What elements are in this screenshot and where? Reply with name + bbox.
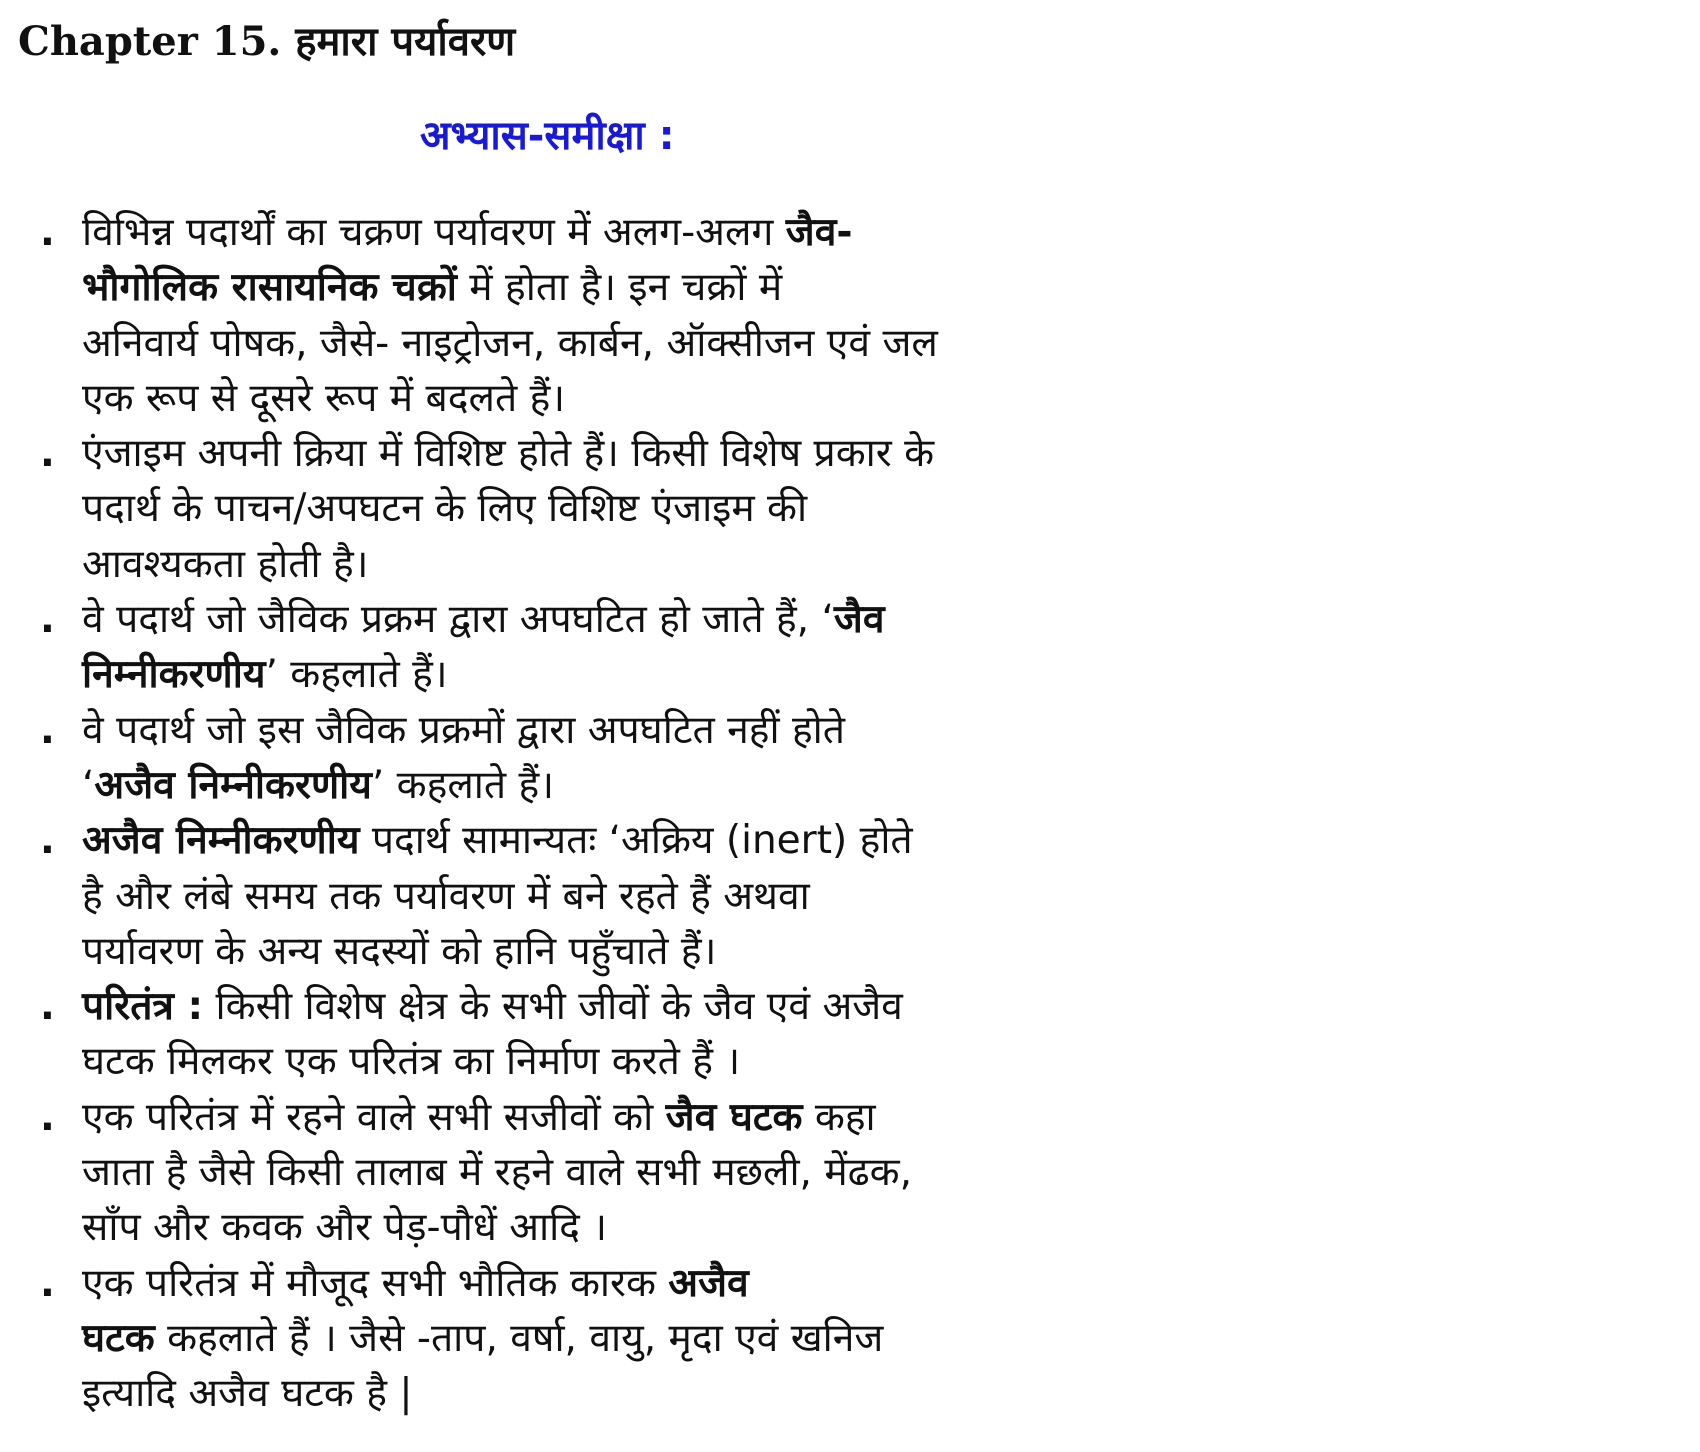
point-line — [82, 1200, 1210, 1255]
bold-term: अजैव — [668, 1260, 749, 1306]
point-line — [82, 1145, 1210, 1200]
point-line — [82, 813, 1210, 868]
summary-points-list — [30, 205, 1210, 1422]
plain-text: वे पदार्थ जो इस जैविक प्रक्रमों द्वारा अपघटित नहीं होते — [82, 707, 845, 753]
point-line — [82, 1366, 1210, 1421]
point-line — [82, 205, 1210, 260]
chapter-heading — [18, 14, 515, 70]
bullet-dot: . — [40, 984, 55, 1030]
plain-text: घटक मिलकर एक परितंत्र का निर्माण करते हैं । — [82, 1039, 741, 1085]
point-line — [82, 869, 1210, 924]
point-line — [82, 481, 1210, 536]
plain-text: साँप और कवक और पेड़-पौधें आदि । — [82, 1205, 608, 1251]
bold-term: जैव — [833, 597, 885, 643]
plain-text: ‘ — [82, 762, 95, 808]
summary-point — [30, 979, 1210, 1090]
section-title: अभ्यास-समीक्षा : — [420, 113, 675, 159]
plain-text: ’ कहलाते हैं। — [265, 652, 448, 698]
summary-point — [30, 426, 1210, 592]
plain-text: ’ कहलाते हैं। — [371, 762, 554, 808]
plain-text: वे पदार्थ जो जैविक प्रक्रम द्वारा अपघटित हो जाते हैं, ‘ — [82, 597, 834, 643]
point-line — [82, 537, 1210, 592]
bullet-dot: . — [40, 818, 55, 864]
point-line — [82, 316, 1210, 371]
plain-text: अनिवार्य पोषक, जैसे- नाइट्रोजन, कार्बन, ऑक्सीजन एवं जल — [82, 320, 938, 366]
summary-point — [30, 592, 1210, 703]
point-line — [82, 758, 1210, 813]
summary-point — [30, 1256, 1210, 1422]
plain-text: है और लंबे समय तक पर्यावरण में बने रहते हैं अथवा — [82, 873, 810, 919]
chapter-title: हमारा पर्यावरण — [295, 18, 516, 65]
plain-text: एक परितंत्र में मौजूद सभी भौतिक कारक — [82, 1260, 669, 1306]
point-line — [82, 1311, 1210, 1366]
plain-text: कहलाते हैं । जैसे -ताप, वर्षा, वायु, मृदा एवं खनिज — [154, 1315, 884, 1361]
bullet-dot: . — [40, 707, 55, 753]
plain-text: विभिन्न पदार्थों का चक्रण पर्यावरण में अलग-अलग — [82, 210, 786, 255]
bullet-dot: . — [40, 210, 55, 255]
plain-text: जाता है जैसे किसी तालाब में रहने वाले सभी मछली, मेंढक, — [82, 1150, 912, 1196]
point-line — [82, 1090, 1210, 1145]
plain-text: कहा — [802, 1094, 876, 1140]
point-line — [82, 260, 1210, 315]
plain-text: पदार्थ के पाचन/अपघटन के लिए विशिष्ट एंजाइम की — [82, 486, 808, 532]
plain-text: एक रूप से दूसरे रूप में बदलते हैं। — [82, 375, 566, 421]
plain-text: पदार्थ सामान्यतः ‘अक्रिय (inert) होते — [359, 818, 913, 864]
point-line — [82, 979, 1210, 1034]
bullet-dot: . — [40, 597, 55, 643]
plain-text: एंजाइम अपनी क्रिया में विशिष्ट होते हैं। किसी विशेष प्रकार के — [82, 431, 935, 477]
bold-term: अजैव निम्नीकरणीय — [82, 818, 360, 864]
summary-point — [30, 813, 1210, 979]
point-line — [82, 371, 1210, 426]
point-line — [82, 703, 1210, 758]
bold-term: घटक — [82, 1315, 155, 1361]
plain-text: किसी विशेष क्षेत्र के सभी जीवों के जैव एवं अजैव — [203, 984, 903, 1030]
bullet-dot: . — [40, 1094, 55, 1140]
summary-point — [30, 205, 1210, 426]
bold-term: अजैव निम्नीकरणीय — [94, 762, 372, 808]
chapter-number: Chapter 15. — [18, 18, 282, 65]
bullet-dot: . — [40, 431, 55, 477]
point-line — [82, 1034, 1210, 1089]
point-line — [82, 426, 1210, 481]
bullet-dot: . — [40, 1260, 55, 1306]
bold-term: जैव- — [785, 210, 853, 255]
point-line — [82, 1256, 1210, 1311]
summary-point — [30, 703, 1210, 814]
plain-text: में होता है। इन चक्रों में — [456, 265, 783, 311]
bold-term: निम्नीकरणीय — [82, 652, 266, 698]
point-line — [82, 647, 1210, 702]
bold-term: परितंत्र : — [82, 984, 204, 1030]
summary-point — [30, 1090, 1210, 1256]
bold-term: जैव घटक — [665, 1094, 803, 1140]
bold-term: भौगोलिक रासायनिक चक्रों — [82, 265, 457, 311]
point-line — [82, 924, 1210, 979]
plain-text: एक परितंत्र में रहने वाले सभी सजीवों को — [82, 1094, 666, 1140]
plain-text: पर्यावरण के अन्य सदस्यों को हानि पहुँचाते हैं। — [82, 928, 717, 974]
point-line — [82, 592, 1210, 647]
plain-text: आवश्यकता होती है। — [82, 541, 369, 587]
plain-text: इत्यादि अजैव घटक है | — [82, 1371, 413, 1417]
